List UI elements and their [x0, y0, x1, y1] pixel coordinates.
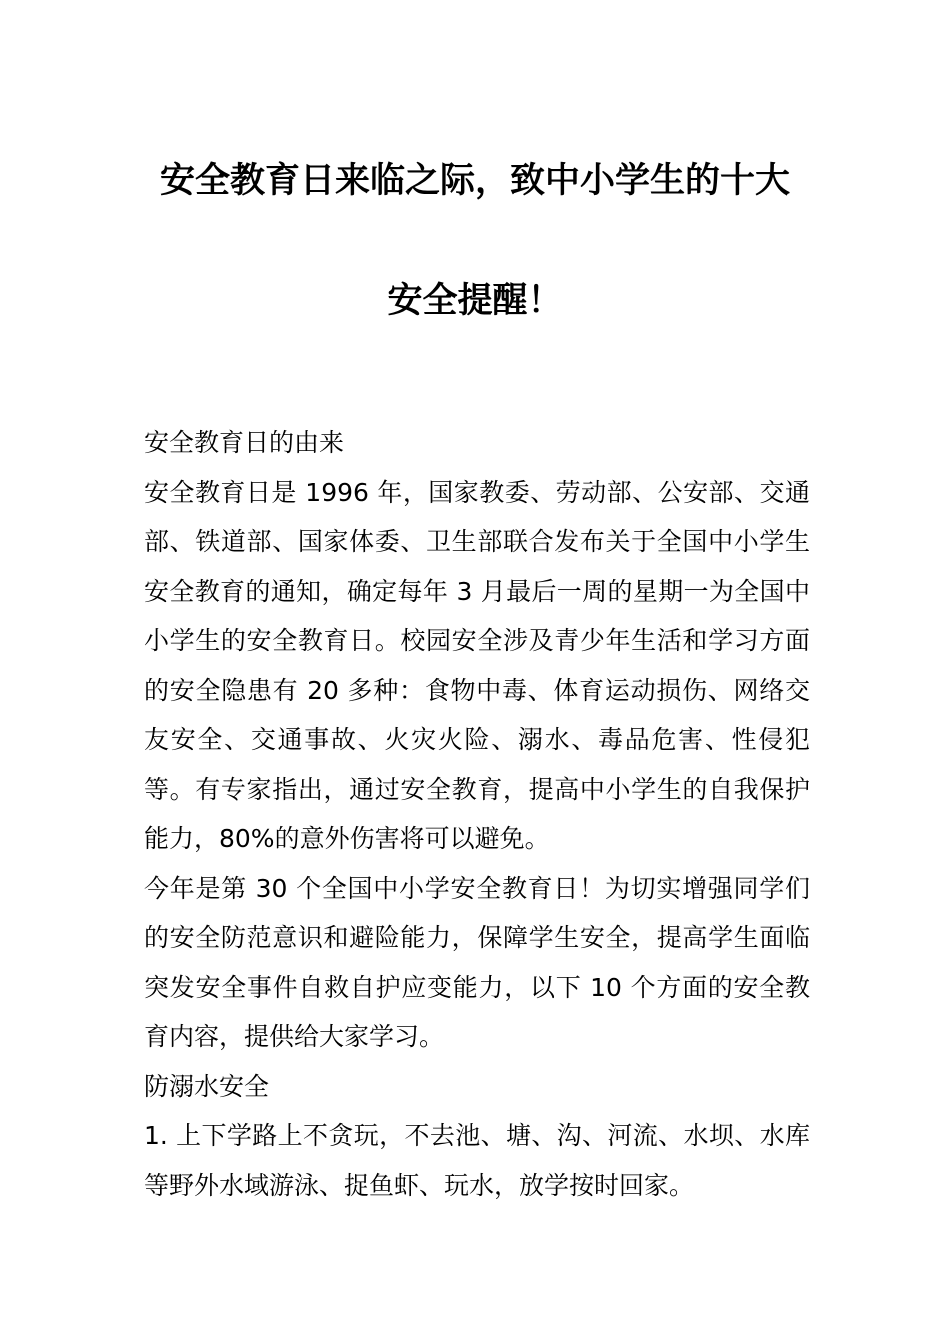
document-body [144, 418, 810, 1210]
list-item-1: 1. 上下学路上不贪玩，不去池、塘、沟、河流、水坝、水库等野外水域游泳、捉鱼虾、玩水，放学按时回家。 [144, 1121, 810, 1200]
paragraph-this-year: 今年是第 30 个全国中小学安全教育日！为切实增强同学们的安全防范意识和避险能力，保障学生安全，提高学生面临突发安全事件自救自护应变能力，以下 10 个方面的安全教育内容，提供给大家学习。 [144, 873, 810, 1051]
paragraph-origin: 安全教育日是 1996 年，国家教委、劳动部、公安部、交通部、铁道部、国家体委、卫生部联合发布关于全国中小学生安全教育的通知，确定每年 3 月最后一周的星期一为全国中小学生的安全教育日。校园安全涉及青少年生活和学习方面的安全隐患有 20 多种：食物中毒、体育运动损伤、网络交友安全、交通事故、火灾火险、溺水、毒品危害、性侵犯等。有专家指出，通过安全教育，提高中小学生的自我保护能力，80%的意外伤害将可以避免。 [144, 477, 810, 853]
document-title-line-1: 安全教育日来临之际，致中小学生的十大 [159, 161, 790, 201]
section-heading-origin: 安全教育日的由来 [144, 428, 345, 457]
document-title-line-2: 安全提醒！ [387, 281, 563, 321]
section-heading-drowning: 防溺水安全 [144, 1071, 270, 1101]
